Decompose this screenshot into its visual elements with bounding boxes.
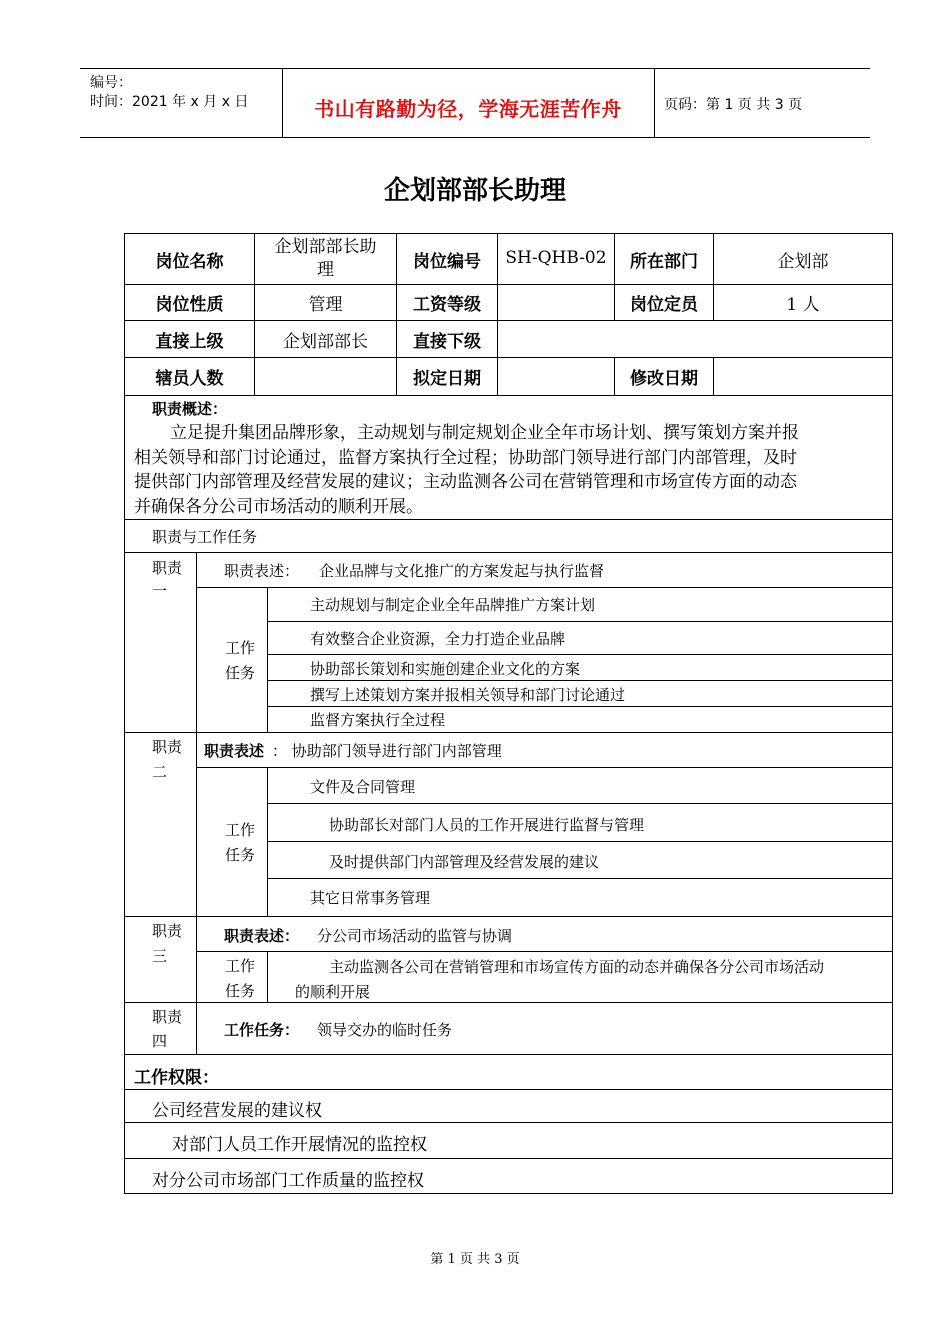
- number-label: 编号：: [90, 75, 132, 91]
- duty1-label-line1: 职责: [152, 559, 183, 577]
- duty2-desc: ： 协助部门领导进行部门内部管理: [272, 742, 502, 760]
- duty2-task-label-line1: 工作: [225, 821, 256, 839]
- page-header: [80, 68, 870, 138]
- header-page-cell: [654, 69, 870, 137]
- duty3-label-line2: 三: [152, 947, 168, 965]
- motto: 书山有路勤为径，学海无涯苦作舟: [314, 97, 622, 121]
- quota-label: 岗位定员: [630, 295, 698, 315]
- post-name-value: [255, 236, 396, 284]
- summary-line: 提供部门内部管理及经营发展的建议；主动监测各公司在营销管理和市场宣传方面的动态: [134, 472, 797, 492]
- authority-item: 对分公司市场部门工作质量的监控权: [152, 1171, 424, 1191]
- summary-line: 并确保各分公司市场活动的顺利开展。: [134, 496, 423, 517]
- document-title: 企划部部长助理: [383, 176, 566, 206]
- duty1-label-line2: 一: [152, 582, 168, 600]
- duty1-task: 监督方案执行全过程: [310, 711, 446, 729]
- summary-line: 立足提升集团品牌形象，主动规划与制定规划企业全年市场计划、撰写策划方案并报: [170, 423, 799, 443]
- quota-value: 1 人: [786, 295, 820, 315]
- duty1-task-label-line1: 工作: [225, 639, 256, 657]
- page-label: 页码：第 1 页 共 3 页: [664, 97, 803, 113]
- authority-item: 公司经营发展的建议权: [152, 1101, 322, 1121]
- duty2-desc-label: 职责表述: [204, 742, 265, 760]
- duty4-label-line1: 职责: [152, 1008, 183, 1026]
- duty1-task-label-line2: 任务: [225, 664, 256, 682]
- authority-item: 对部门人员工作开展情况的监控权: [172, 1135, 427, 1155]
- duty2-task: 及时提供部门内部管理及经营发展的建议: [329, 853, 600, 871]
- duty3-desc: 分公司市场活动的监管与协调: [317, 927, 513, 945]
- summary-label: 职责概述：: [152, 400, 228, 418]
- duty1-task: 撰写上述策划方案并报相关领导和部门讨论通过: [310, 686, 626, 704]
- duty1-desc: 企业品牌与文化推广的方案发起与执行监督: [319, 562, 605, 580]
- duty2-label-line1: 职责: [152, 738, 183, 756]
- superior-value: 企划部部长: [283, 331, 368, 352]
- page-footer: 第 1 页 共 3 页: [430, 1252, 520, 1267]
- summary-line: 相关领导和部门讨论通过，监督方案执行全过程；协助部门领导进行部门内部管理，及时: [134, 447, 797, 468]
- staff-label: 辖员人数: [155, 369, 224, 389]
- duty1-task: 协助部长策划和实施创建企业文化的方案: [310, 660, 581, 678]
- post-name-value-line1: 企划部部长助: [274, 237, 377, 257]
- duty3-task-line1: 主动监测各公司在营销管理和市场宣传方面的动态并确保各分公司市场活动: [329, 958, 825, 976]
- duties-header: 职责与工作任务: [152, 528, 258, 546]
- dept-label: 所在部门: [630, 251, 698, 272]
- duty1-task: 主动规划与制定企业全年品牌推广方案计划: [310, 596, 596, 614]
- post-code-value: SH-QHB-02: [505, 248, 607, 268]
- duty4-task: 领导交办的临时任务: [317, 1021, 453, 1039]
- draft-date-label: 拟定日期: [413, 369, 481, 389]
- duty3-task-line2: 的顺利开展: [295, 983, 371, 1001]
- duty3-desc-label: 职责表述：: [224, 927, 300, 945]
- nature-label: 岗位性质: [155, 295, 224, 315]
- post-code-label: 岗位编号: [413, 251, 481, 272]
- duty3-task-label-line1: 工作: [225, 957, 256, 975]
- duty2-task-label-line2: 任务: [225, 846, 256, 864]
- time-label: 时间：2021 年 x 月 x 日: [90, 94, 249, 110]
- superior-label: 直接上级: [155, 331, 224, 352]
- duty2-task: 其它日常事务管理: [310, 889, 431, 907]
- revise-date-label: 修改日期: [630, 369, 698, 389]
- duty2-label-line2: 二: [152, 763, 168, 781]
- subordinate-label: 直接下级: [413, 331, 481, 352]
- duty3-task-label-line2: 任务: [225, 982, 256, 1000]
- dept-value: 企划部: [777, 251, 829, 272]
- header-meta: [80, 69, 283, 137]
- duty4-task-label: 工作任务：: [224, 1021, 300, 1039]
- duty4-label-line2: 四: [152, 1032, 168, 1050]
- authority-label: 工作权限：: [134, 1068, 219, 1088]
- post-name-value-line2: 理: [317, 260, 334, 280]
- header-motto-cell: [282, 69, 655, 137]
- nature-value: 管理: [308, 295, 343, 315]
- duty3-label-line1: 职责: [152, 922, 183, 940]
- duty1-task: 有效整合企业资源，全力打造企业品牌: [310, 630, 566, 648]
- duty2-task: 协助部长对部门人员的工作开展进行监督与管理: [329, 816, 645, 834]
- summary-text: [134, 421, 884, 519]
- post-name-label: 岗位名称: [155, 251, 224, 272]
- salary-label: 工资等级: [413, 295, 481, 315]
- duty1-desc-label: 职责表述：: [224, 562, 300, 580]
- duty2-task: 文件及合同管理: [310, 778, 416, 796]
